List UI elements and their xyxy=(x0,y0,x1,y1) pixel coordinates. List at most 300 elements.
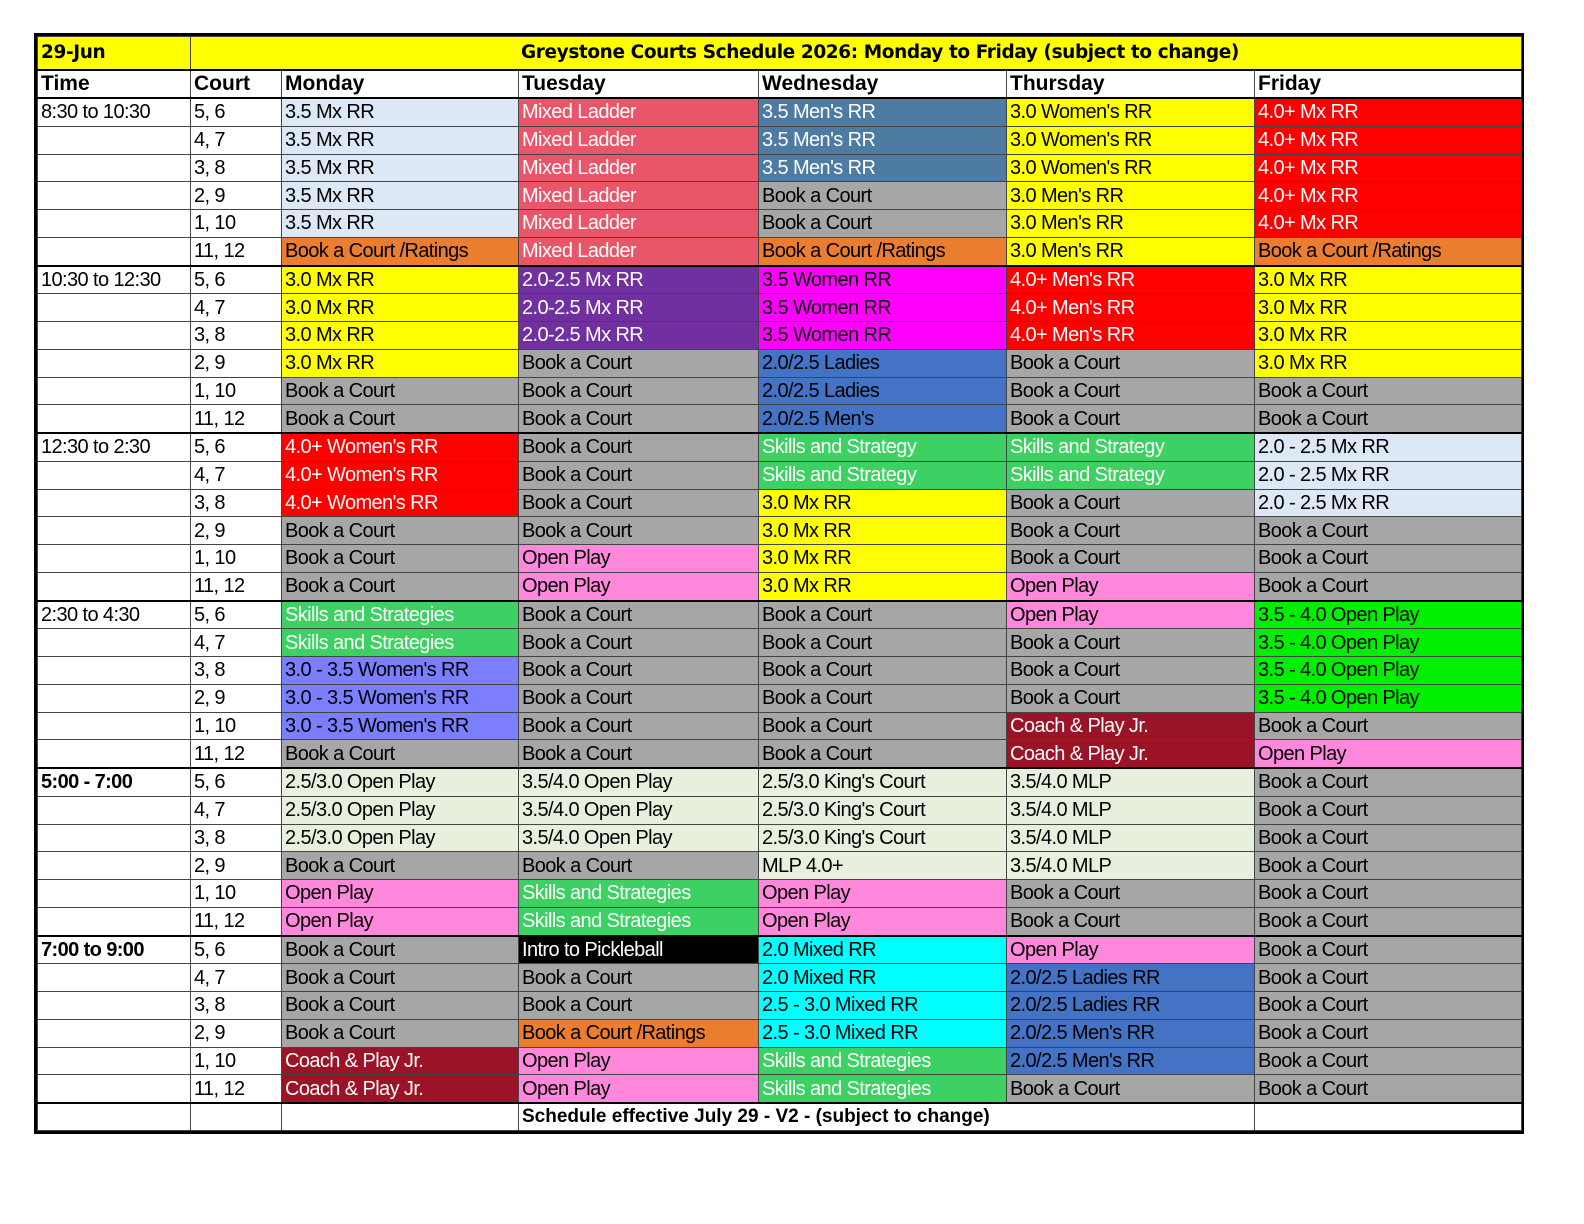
session-tuesday: Mixed Ladder xyxy=(519,237,759,265)
schedule-row xyxy=(38,545,1522,573)
schedule-sheet xyxy=(34,33,1524,1134)
court-number: 5, 6 xyxy=(191,936,282,964)
session-wednesday: Book a Court xyxy=(759,712,1007,740)
court-number: 2, 9 xyxy=(191,1019,282,1047)
time-slot xyxy=(38,824,191,852)
session-thursday: Book a Court xyxy=(1007,657,1255,685)
schedule-row xyxy=(38,405,1522,433)
footer-blank xyxy=(1255,1103,1522,1131)
session-friday: 3.5 - 4.0 Open Play xyxy=(1255,629,1522,657)
time-slot xyxy=(38,629,191,657)
session-friday: Book a Court xyxy=(1255,768,1522,796)
session-tuesday: Book a Court xyxy=(519,712,759,740)
session-tuesday: Book a Court xyxy=(519,740,759,768)
session-monday: Skills and Strategies xyxy=(282,629,519,657)
time-slot xyxy=(38,657,191,685)
session-monday: 2.5/3.0 Open Play xyxy=(282,796,519,824)
schedule-row xyxy=(38,992,1522,1020)
session-friday: 3.0 Mx RR xyxy=(1255,294,1522,322)
court-number: 11, 12 xyxy=(191,907,282,935)
session-wednesday: 2.0/2.5 Ladies xyxy=(759,349,1007,377)
session-wednesday: 3.5 Men's RR xyxy=(759,154,1007,182)
session-tuesday: Book a Court xyxy=(519,517,759,545)
session-wednesday: Skills and Strategies xyxy=(759,1075,1007,1103)
session-monday: 3.0 Mx RR xyxy=(282,266,519,294)
session-thursday: Skills and Strategy xyxy=(1007,433,1255,461)
session-friday: Book a Court xyxy=(1255,1047,1522,1075)
session-wednesday: 3.5 Men's RR xyxy=(759,98,1007,126)
session-tuesday: Book a Court xyxy=(519,992,759,1020)
session-thursday: Book a Court xyxy=(1007,405,1255,433)
schedule-row xyxy=(38,907,1522,935)
session-friday: 4.0+ Mx RR xyxy=(1255,210,1522,238)
time-slot xyxy=(38,349,191,377)
session-thursday: Book a Court xyxy=(1007,349,1255,377)
session-thursday: Coach & Play Jr. xyxy=(1007,712,1255,740)
time-slot xyxy=(38,880,191,908)
court-number: 3, 8 xyxy=(191,322,282,350)
schedule-row xyxy=(38,740,1522,768)
session-thursday: 3.5/4.0 MLP xyxy=(1007,796,1255,824)
session-monday: Skills and Strategies xyxy=(282,601,519,629)
session-friday: Open Play xyxy=(1255,740,1522,768)
court-number: 5, 6 xyxy=(191,601,282,629)
schedule-row xyxy=(38,377,1522,405)
session-tuesday: Book a Court xyxy=(519,964,759,992)
session-tuesday: Book a Court xyxy=(519,405,759,433)
session-tuesday: 2.0-2.5 Mx RR xyxy=(519,322,759,350)
session-friday: 2.0 - 2.5 Mx RR xyxy=(1255,461,1522,489)
session-tuesday: Open Play xyxy=(519,1075,759,1103)
session-wednesday: Book a Court xyxy=(759,601,1007,629)
session-friday: Book a Court xyxy=(1255,824,1522,852)
time-slot xyxy=(38,405,191,433)
session-tuesday: Skills and Strategies xyxy=(519,907,759,935)
schedule-row xyxy=(38,601,1522,629)
schedule-row xyxy=(38,1075,1522,1103)
schedule-row xyxy=(38,629,1522,657)
session-thursday: Open Play xyxy=(1007,936,1255,964)
time-slot xyxy=(38,322,191,350)
session-wednesday: 2.0/2.5 Men's xyxy=(759,405,1007,433)
session-thursday: Book a Court xyxy=(1007,880,1255,908)
session-tuesday: Book a Court xyxy=(519,433,759,461)
footer-row xyxy=(38,1103,1522,1131)
time-slot xyxy=(38,992,191,1020)
time-slot xyxy=(38,517,191,545)
schedule-table xyxy=(37,36,1522,1131)
time-slot xyxy=(38,377,191,405)
session-thursday: 4.0+ Men's RR xyxy=(1007,322,1255,350)
session-tuesday: Open Play xyxy=(519,1047,759,1075)
time-slot xyxy=(38,545,191,573)
schedule-row xyxy=(38,433,1522,461)
session-wednesday: 2.0 Mixed RR xyxy=(759,936,1007,964)
session-thursday: 3.5/4.0 MLP xyxy=(1007,852,1255,880)
session-monday: Book a Court xyxy=(282,517,519,545)
session-wednesday: Book a Court xyxy=(759,740,1007,768)
schedule-row xyxy=(38,294,1522,322)
session-wednesday: 3.5 Men's RR xyxy=(759,126,1007,154)
time-slot: 8:30 to 10:30 xyxy=(38,98,191,126)
schedule-row xyxy=(38,349,1522,377)
schedule-row xyxy=(38,182,1522,210)
session-thursday: 3.5/4.0 MLP xyxy=(1007,824,1255,852)
time-slot xyxy=(38,461,191,489)
session-tuesday: Intro to Pickleball xyxy=(519,936,759,964)
court-number: 4, 7 xyxy=(191,629,282,657)
session-thursday: 3.0 Men's RR xyxy=(1007,210,1255,238)
schedule-row xyxy=(38,461,1522,489)
session-wednesday: 2.5/3.0 King's Court xyxy=(759,824,1007,852)
schedule-row xyxy=(38,237,1522,265)
header-friday: Friday xyxy=(1255,70,1522,98)
session-thursday: Coach & Play Jr. xyxy=(1007,740,1255,768)
time-slot xyxy=(38,294,191,322)
session-monday: 4.0+ Women's RR xyxy=(282,489,519,517)
session-thursday: 4.0+ Men's RR xyxy=(1007,266,1255,294)
court-number: 3, 8 xyxy=(191,657,282,685)
header-wednesday: Wednesday xyxy=(759,70,1007,98)
schedule-row xyxy=(38,266,1522,294)
time-slot xyxy=(38,126,191,154)
session-wednesday: 3.5 Women RR xyxy=(759,266,1007,294)
schedule-row xyxy=(38,936,1522,964)
court-number: 1, 10 xyxy=(191,377,282,405)
session-tuesday: 3.5/4.0 Open Play xyxy=(519,768,759,796)
court-number: 3, 8 xyxy=(191,154,282,182)
session-thursday: Book a Court xyxy=(1007,377,1255,405)
session-friday: Book a Court xyxy=(1255,405,1522,433)
session-friday: Book a Court /Ratings xyxy=(1255,237,1522,265)
schedule-row xyxy=(38,684,1522,712)
court-number: 11, 12 xyxy=(191,1075,282,1103)
court-number: 2, 9 xyxy=(191,182,282,210)
session-wednesday: Book a Court xyxy=(759,182,1007,210)
schedule-row xyxy=(38,126,1522,154)
court-number: 11, 12 xyxy=(191,740,282,768)
court-number: 2, 9 xyxy=(191,349,282,377)
session-monday: Coach & Play Jr. xyxy=(282,1047,519,1075)
session-thursday: Book a Court xyxy=(1007,489,1255,517)
session-tuesday: Book a Court xyxy=(519,377,759,405)
session-thursday: 3.0 Men's RR xyxy=(1007,237,1255,265)
schedule-row xyxy=(38,154,1522,182)
session-tuesday: Open Play xyxy=(519,545,759,573)
session-thursday: 2.0/2.5 Ladies RR xyxy=(1007,964,1255,992)
session-thursday: Book a Court xyxy=(1007,907,1255,935)
session-monday: 3.0 - 3.5 Women's RR xyxy=(282,684,519,712)
session-thursday: 2.0/2.5 Men's RR xyxy=(1007,1019,1255,1047)
session-monday: 4.0+ Women's RR xyxy=(282,433,519,461)
session-friday: 3.5 - 4.0 Open Play xyxy=(1255,601,1522,629)
court-number: 5, 6 xyxy=(191,98,282,126)
time-slot xyxy=(38,684,191,712)
session-tuesday: Book a Court xyxy=(519,657,759,685)
session-friday: 3.0 Mx RR xyxy=(1255,322,1522,350)
time-slot xyxy=(38,237,191,265)
session-tuesday: 3.5/4.0 Open Play xyxy=(519,796,759,824)
time-slot xyxy=(38,712,191,740)
session-friday: Book a Court xyxy=(1255,907,1522,935)
session-thursday: 3.0 Women's RR xyxy=(1007,98,1255,126)
time-slot xyxy=(38,1075,191,1103)
session-tuesday: Book a Court xyxy=(519,489,759,517)
session-friday: Book a Court xyxy=(1255,1075,1522,1103)
session-thursday: Book a Court xyxy=(1007,545,1255,573)
session-tuesday: Mixed Ladder xyxy=(519,98,759,126)
session-friday: Book a Court xyxy=(1255,712,1522,740)
session-wednesday: 2.5 - 3.0 Mixed RR xyxy=(759,1019,1007,1047)
court-number: 5, 6 xyxy=(191,433,282,461)
session-friday: Book a Court xyxy=(1255,1019,1522,1047)
time-slot xyxy=(38,796,191,824)
schedule-row xyxy=(38,824,1522,852)
court-number: 1, 10 xyxy=(191,545,282,573)
session-wednesday: 3.0 Mx RR xyxy=(759,517,1007,545)
session-wednesday: 3.0 Mx RR xyxy=(759,489,1007,517)
session-friday: 2.0 - 2.5 Mx RR xyxy=(1255,489,1522,517)
session-tuesday: Book a Court xyxy=(519,349,759,377)
title-date: 29-Jun xyxy=(38,37,191,71)
session-friday: Book a Court xyxy=(1255,936,1522,964)
time-slot xyxy=(38,210,191,238)
session-monday: 3.0 Mx RR xyxy=(282,294,519,322)
session-friday: 3.0 Mx RR xyxy=(1255,266,1522,294)
session-tuesday: Mixed Ladder xyxy=(519,126,759,154)
time-slot: 12:30 to 2:30 xyxy=(38,433,191,461)
session-monday: 3.5 Mx RR xyxy=(282,98,519,126)
session-friday: 4.0+ Mx RR xyxy=(1255,98,1522,126)
court-number: 1, 10 xyxy=(191,210,282,238)
court-number: 5, 6 xyxy=(191,768,282,796)
court-number: 1, 10 xyxy=(191,880,282,908)
session-thursday: 2.0/2.5 Ladies RR xyxy=(1007,992,1255,1020)
session-thursday: Book a Court xyxy=(1007,684,1255,712)
session-wednesday: 2.5/3.0 King's Court xyxy=(759,768,1007,796)
time-slot: 2:30 to 4:30 xyxy=(38,601,191,629)
time-slot xyxy=(38,1047,191,1075)
session-tuesday: Open Play xyxy=(519,572,759,600)
session-tuesday: Mixed Ladder xyxy=(519,154,759,182)
schedule-row xyxy=(38,517,1522,545)
court-number: 5, 6 xyxy=(191,266,282,294)
title-row xyxy=(38,37,1522,71)
session-friday: 3.5 - 4.0 Open Play xyxy=(1255,657,1522,685)
session-monday: 3.5 Mx RR xyxy=(282,126,519,154)
schedule-row xyxy=(38,572,1522,600)
session-monday: Book a Court xyxy=(282,405,519,433)
session-tuesday: Book a Court xyxy=(519,461,759,489)
session-wednesday: Skills and Strategy xyxy=(759,461,1007,489)
session-tuesday: Book a Court xyxy=(519,601,759,629)
session-tuesday: 2.0-2.5 Mx RR xyxy=(519,266,759,294)
time-slot xyxy=(38,572,191,600)
time-slot: 10:30 to 12:30 xyxy=(38,266,191,294)
schedule-row xyxy=(38,964,1522,992)
session-monday: Open Play xyxy=(282,907,519,935)
session-tuesday: 3.5/4.0 Open Play xyxy=(519,824,759,852)
session-wednesday: 3.5 Women RR xyxy=(759,294,1007,322)
session-monday: Book a Court /Ratings xyxy=(282,237,519,265)
session-thursday: 4.0+ Men's RR xyxy=(1007,294,1255,322)
schedule-row xyxy=(38,852,1522,880)
session-monday: 3.0 Mx RR xyxy=(282,349,519,377)
session-thursday: Open Play xyxy=(1007,572,1255,600)
schedule-row xyxy=(38,1019,1522,1047)
session-wednesday: 2.5/3.0 King's Court xyxy=(759,796,1007,824)
court-number: 4, 7 xyxy=(191,294,282,322)
session-wednesday: Open Play xyxy=(759,907,1007,935)
session-monday: Book a Court xyxy=(282,992,519,1020)
session-thursday: 3.5/4.0 MLP xyxy=(1007,768,1255,796)
session-wednesday: Book a Court /Ratings xyxy=(759,237,1007,265)
session-tuesday: Mixed Ladder xyxy=(519,210,759,238)
session-thursday: 2.0/2.5 Men's RR xyxy=(1007,1047,1255,1075)
footer-blank xyxy=(282,1103,519,1131)
schedule-row xyxy=(38,712,1522,740)
session-wednesday: Book a Court xyxy=(759,657,1007,685)
schedule-row xyxy=(38,322,1522,350)
session-friday: 4.0+ Mx RR xyxy=(1255,154,1522,182)
session-tuesday: Book a Court xyxy=(519,852,759,880)
header-row xyxy=(38,70,1522,98)
court-number: 4, 7 xyxy=(191,796,282,824)
session-friday: 4.0+ Mx RR xyxy=(1255,126,1522,154)
court-number: 3, 8 xyxy=(191,992,282,1020)
header-monday: Monday xyxy=(282,70,519,98)
schedule-row xyxy=(38,796,1522,824)
court-number: 4, 7 xyxy=(191,126,282,154)
time-slot xyxy=(38,154,191,182)
header-court: Court xyxy=(191,70,282,98)
session-friday: 4.0+ Mx RR xyxy=(1255,182,1522,210)
session-monday: 3.5 Mx RR xyxy=(282,210,519,238)
schedule-row xyxy=(38,768,1522,796)
session-friday: 3.5 - 4.0 Open Play xyxy=(1255,684,1522,712)
session-tuesday: Skills and Strategies xyxy=(519,880,759,908)
session-wednesday: Skills and Strategy xyxy=(759,433,1007,461)
session-wednesday: 2.0/2.5 Ladies xyxy=(759,377,1007,405)
header-thursday: Thursday xyxy=(1007,70,1255,98)
session-monday: 3.5 Mx RR xyxy=(282,154,519,182)
session-thursday: Book a Court xyxy=(1007,1075,1255,1103)
session-friday: Book a Court xyxy=(1255,517,1522,545)
session-tuesday: 2.0-2.5 Mx RR xyxy=(519,294,759,322)
session-monday: 4.0+ Women's RR xyxy=(282,461,519,489)
session-monday: Book a Court xyxy=(282,964,519,992)
schedule-row xyxy=(38,98,1522,126)
court-number: 3, 8 xyxy=(191,489,282,517)
session-wednesday: 2.0 Mixed RR xyxy=(759,964,1007,992)
session-friday: Book a Court xyxy=(1255,992,1522,1020)
session-monday: Book a Court xyxy=(282,572,519,600)
court-number: 11, 12 xyxy=(191,572,282,600)
session-monday: Book a Court xyxy=(282,740,519,768)
session-monday: Book a Court xyxy=(282,852,519,880)
session-monday: 3.0 - 3.5 Women's RR xyxy=(282,712,519,740)
court-number: 2, 9 xyxy=(191,852,282,880)
session-tuesday: Book a Court /Ratings xyxy=(519,1019,759,1047)
session-monday: 3.5 Mx RR xyxy=(282,182,519,210)
session-wednesday: Book a Court xyxy=(759,629,1007,657)
session-thursday: Open Play xyxy=(1007,601,1255,629)
session-friday: Book a Court xyxy=(1255,796,1522,824)
session-wednesday: 3.5 Women RR xyxy=(759,322,1007,350)
session-thursday: Skills and Strategy xyxy=(1007,461,1255,489)
session-monday: Book a Court xyxy=(282,1019,519,1047)
session-friday: Book a Court xyxy=(1255,964,1522,992)
session-monday: Book a Court xyxy=(282,377,519,405)
header-time: Time xyxy=(38,70,191,98)
header-tuesday: Tuesday xyxy=(519,70,759,98)
session-wednesday: 3.0 Mx RR xyxy=(759,545,1007,573)
time-slot xyxy=(38,852,191,880)
schedule-row xyxy=(38,657,1522,685)
session-monday: Book a Court xyxy=(282,545,519,573)
court-number: 11, 12 xyxy=(191,405,282,433)
session-friday: 2.0 - 2.5 Mx RR xyxy=(1255,433,1522,461)
time-slot: 7:00 to 9:00 xyxy=(38,936,191,964)
court-number: 11, 12 xyxy=(191,237,282,265)
session-monday: Open Play xyxy=(282,880,519,908)
court-number: 2, 9 xyxy=(191,684,282,712)
session-thursday: 3.0 Men's RR xyxy=(1007,182,1255,210)
sheet-title: Greystone Courts Schedule 2026: Monday to Friday (subject to change) xyxy=(191,37,1522,71)
footer-blank xyxy=(38,1103,191,1131)
session-friday: Book a Court xyxy=(1255,880,1522,908)
session-monday: 3.0 - 3.5 Women's RR xyxy=(282,657,519,685)
session-tuesday: Mixed Ladder xyxy=(519,182,759,210)
footer-blank xyxy=(191,1103,282,1131)
time-slot xyxy=(38,489,191,517)
schedule-row xyxy=(38,1047,1522,1075)
court-number: 3, 8 xyxy=(191,824,282,852)
session-monday: Coach & Play Jr. xyxy=(282,1075,519,1103)
session-monday: Book a Court xyxy=(282,936,519,964)
time-slot: 5:00 - 7:00 xyxy=(38,768,191,796)
schedule-row xyxy=(38,880,1522,908)
schedule-row xyxy=(38,210,1522,238)
session-monday: 2.5/3.0 Open Play xyxy=(282,768,519,796)
court-number: 4, 7 xyxy=(191,964,282,992)
session-wednesday: 2.5 - 3.0 Mixed RR xyxy=(759,992,1007,1020)
session-wednesday: 3.0 Mx RR xyxy=(759,572,1007,600)
court-number: 1, 10 xyxy=(191,712,282,740)
time-slot xyxy=(38,182,191,210)
session-thursday: 3.0 Women's RR xyxy=(1007,126,1255,154)
session-thursday: 3.0 Women's RR xyxy=(1007,154,1255,182)
court-number: 1, 10 xyxy=(191,1047,282,1075)
session-friday: Book a Court xyxy=(1255,572,1522,600)
schedule-row xyxy=(38,489,1522,517)
session-thursday: Book a Court xyxy=(1007,517,1255,545)
session-tuesday: Book a Court xyxy=(519,684,759,712)
session-thursday: Book a Court xyxy=(1007,629,1255,657)
session-wednesday: Book a Court xyxy=(759,210,1007,238)
time-slot xyxy=(38,907,191,935)
session-friday: Book a Court xyxy=(1255,852,1522,880)
session-friday: Book a Court xyxy=(1255,377,1522,405)
session-wednesday: Open Play xyxy=(759,880,1007,908)
session-wednesday: Book a Court xyxy=(759,684,1007,712)
session-monday: 2.5/3.0 Open Play xyxy=(282,824,519,852)
session-wednesday: MLP 4.0+ xyxy=(759,852,1007,880)
footer-note: Schedule effective July 29 - V2 - (subject to change) xyxy=(519,1103,1255,1131)
time-slot xyxy=(38,964,191,992)
time-slot xyxy=(38,740,191,768)
session-wednesday: Skills and Strategies xyxy=(759,1047,1007,1075)
